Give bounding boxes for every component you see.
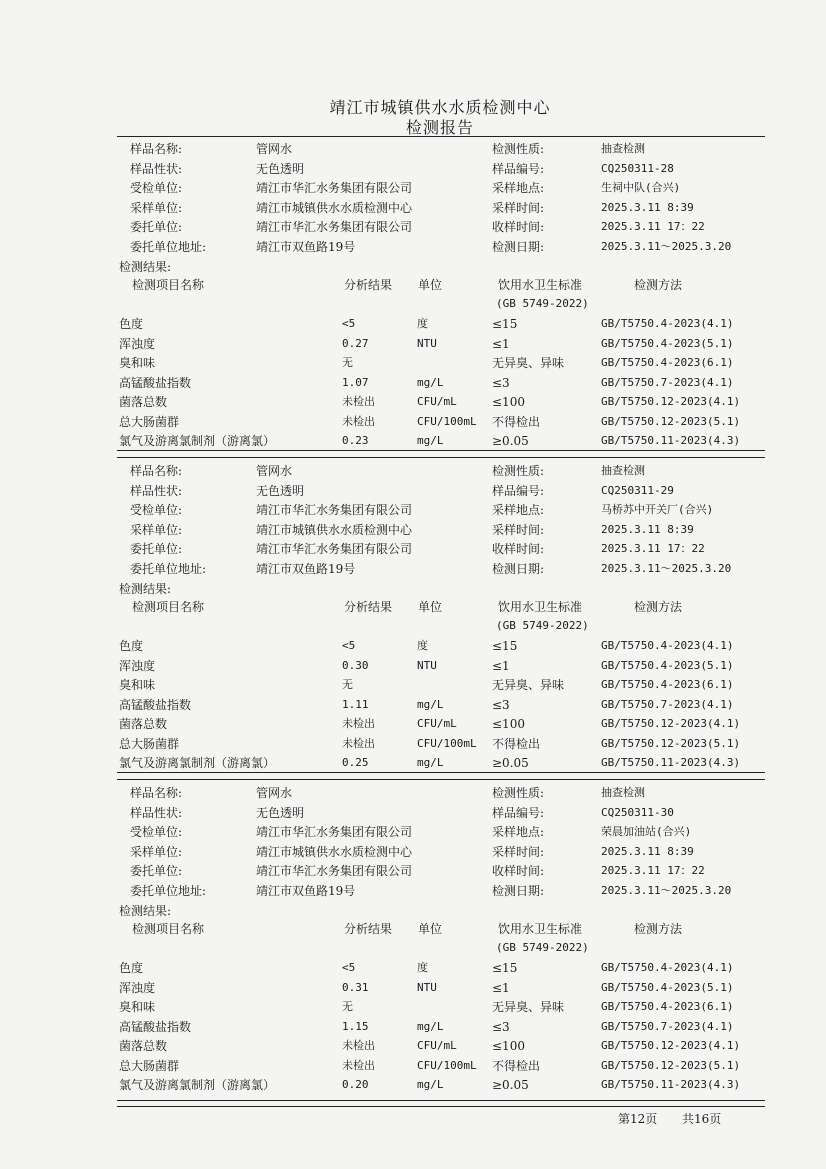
table-cell-result: 0.31 xyxy=(342,980,369,994)
table-cell-item: 臭和味 xyxy=(119,1000,156,1014)
table-cell-result: <5 xyxy=(342,961,356,974)
table-cell-method: GB/T5750.4-2023(5.1) xyxy=(601,658,734,672)
table-cell-item: 高锰酸盐指数 xyxy=(119,697,192,712)
table-cell-item: 高锰酸盐指数 xyxy=(119,375,192,390)
table-cell-std: 无异臭、异味 xyxy=(492,356,565,370)
info-label: 检测性质: xyxy=(492,786,545,800)
table-cell-method: GB/T5750.4-2023(6.1) xyxy=(601,678,734,691)
info-label: 委托单位地址: xyxy=(130,240,207,254)
column-header-method: 检测方法 xyxy=(634,600,683,614)
column-header-item: 检测项目名称 xyxy=(132,600,205,614)
info-value: 荣晨加油站(合兴) xyxy=(601,825,692,839)
results-label: 检测结果: xyxy=(119,904,172,918)
table-cell-std: ≤15 xyxy=(492,639,518,653)
section-divider xyxy=(117,772,765,773)
info-label: 样品名称: xyxy=(130,142,183,156)
info-value: 靖江市华汇水务集团有限公司 xyxy=(256,503,413,518)
info-label: 采样时间: xyxy=(492,200,545,215)
table-cell-result: 未检出 xyxy=(342,717,375,730)
column-header-standard-code: (GB 5749-2022) xyxy=(496,297,589,310)
column-header-standard-code: (GB 5749-2022) xyxy=(496,941,589,954)
table-cell-unit: mg/L xyxy=(417,1019,444,1033)
column-header-result: 分析结果 xyxy=(344,600,393,614)
table-cell-unit: CFU/mL xyxy=(417,395,457,408)
table-cell-unit: mg/L xyxy=(417,756,444,769)
org-title: 靖江市城镇供水水质检测中心 xyxy=(329,98,551,117)
sample-section xyxy=(0,140,826,465)
table-cell-result: 未检出 xyxy=(342,395,375,408)
table-cell-result: 0.25 xyxy=(342,756,369,769)
table-cell-std: 无异臭、异味 xyxy=(492,1000,565,1014)
info-label: 检测日期: xyxy=(492,884,545,898)
table-cell-result: 1.11 xyxy=(342,697,369,711)
info-value: 管网水 xyxy=(256,142,293,156)
column-header-standard: 饮用水卫生标准 xyxy=(498,278,583,292)
info-value: 靖江市华汇水务集团有限公司 xyxy=(256,864,413,879)
table-cell-method: GB/T5750.4-2023(4.1) xyxy=(601,639,734,652)
column-header-method: 检测方法 xyxy=(634,922,683,936)
table-cell-result: 1.07 xyxy=(342,375,369,389)
page-total: 共16页 xyxy=(682,1112,722,1126)
info-label: 采样单位: xyxy=(130,200,183,215)
info-label: 样品名称: xyxy=(130,464,183,478)
table-cell-result: <5 xyxy=(342,317,356,330)
column-header-unit: 单位 xyxy=(418,600,443,614)
info-value: 靖江市华汇水务集团有限公司 xyxy=(256,542,413,557)
table-cell-std: ≤1 xyxy=(492,336,510,351)
table-cell-item: 高锰酸盐指数 xyxy=(119,1019,192,1034)
table-cell-method: GB/T5750.12-2023(5.1) xyxy=(601,736,741,750)
table-cell-std: 不得检出 xyxy=(492,736,541,751)
info-value: 靖江市双鱼路19号 xyxy=(256,562,356,576)
table-cell-std: ≤100 xyxy=(492,395,525,409)
table-cell-unit: mg/L xyxy=(417,434,444,447)
column-header-standard: 饮用水卫生标准 xyxy=(498,922,583,936)
table-cell-method: GB/T5750.12-2023(5.1) xyxy=(601,414,741,428)
info-label: 样品名称: xyxy=(130,786,183,800)
table-cell-method: GB/T5750.7-2023(4.1) xyxy=(601,375,734,389)
table-cell-method: GB/T5750.12-2023(4.1) xyxy=(601,717,741,730)
info-value: 抽查检测 xyxy=(601,142,645,155)
table-cell-unit: NTU xyxy=(417,980,437,994)
info-value: 无色透明 xyxy=(256,161,305,176)
info-label: 受检单位: xyxy=(130,503,183,518)
table-cell-result: <5 xyxy=(342,639,356,652)
table-cell-method: GB/T5750.4-2023(5.1) xyxy=(601,980,734,994)
table-cell-std: 不得检出 xyxy=(492,1058,541,1073)
table-cell-result: 0.20 xyxy=(342,1078,369,1091)
table-cell-item: 浑浊度 xyxy=(119,980,156,995)
info-value: 2025.3.11 8:39 xyxy=(601,200,694,214)
table-cell-method: GB/T5750.7-2023(4.1) xyxy=(601,1019,734,1033)
info-value: 无色透明 xyxy=(256,805,305,820)
table-cell-unit: CFU/mL xyxy=(417,1039,457,1052)
info-label: 样品编号: xyxy=(492,483,545,498)
table-cell-item: 色度 xyxy=(119,639,144,653)
info-value: 靖江市双鱼路19号 xyxy=(256,884,356,898)
table-cell-unit: CFU/100mL xyxy=(417,1058,477,1072)
info-label: 样品性状: xyxy=(130,161,183,176)
table-cell-item: 臭和味 xyxy=(119,678,156,692)
table-cell-result: 无 xyxy=(342,678,353,691)
info-label: 收样时间: xyxy=(492,542,545,557)
info-label: 检测日期: xyxy=(492,562,545,576)
table-cell-method: GB/T5750.12-2023(5.1) xyxy=(601,1058,741,1072)
info-value: 管网水 xyxy=(256,464,293,478)
info-label: 样品性状: xyxy=(130,805,183,820)
table-cell-result: 未检出 xyxy=(342,414,375,428)
table-cell-item: 臭和味 xyxy=(119,356,156,370)
table-cell-std: ≤3 xyxy=(492,1019,510,1034)
info-value: 靖江市华汇水务集团有限公司 xyxy=(256,220,413,235)
info-value: 2025.3.11 17：22 xyxy=(601,542,705,556)
table-cell-std: ≤100 xyxy=(492,717,525,731)
table-cell-unit: CFU/100mL xyxy=(417,414,477,428)
page-number: 第12页 xyxy=(618,1112,658,1126)
info-value: 靖江市城镇供水水质检测中心 xyxy=(256,844,413,859)
table-cell-unit: 度 xyxy=(417,961,428,974)
info-label: 采样地点: xyxy=(492,503,545,518)
column-header-result: 分析结果 xyxy=(344,922,393,936)
section-divider xyxy=(117,457,765,458)
info-value: 2025.3.11 8:39 xyxy=(601,522,694,536)
info-label: 收样时间: xyxy=(492,864,545,879)
info-value: 2025.3.11 8:39 xyxy=(601,844,694,858)
info-label: 委托单位: xyxy=(130,864,183,879)
column-header-result: 分析结果 xyxy=(344,278,393,292)
info-value: 2025.3.11 17：22 xyxy=(601,220,705,234)
table-cell-std: ≥0.05 xyxy=(492,1078,529,1092)
info-label: 受检单位: xyxy=(130,825,183,840)
table-cell-result: 未检出 xyxy=(342,736,375,750)
info-value: 靖江市城镇供水水质检测中心 xyxy=(256,522,413,537)
info-value: 2025.3.11 17：22 xyxy=(601,864,705,878)
info-value: 抽查检测 xyxy=(601,464,645,477)
table-cell-method: GB/T5750.7-2023(4.1) xyxy=(601,697,734,711)
info-value: 2025.3.11～2025.3.20 xyxy=(601,562,732,575)
column-header-item: 检测项目名称 xyxy=(132,922,205,936)
info-label: 采样单位: xyxy=(130,522,183,537)
table-cell-result: 1.15 xyxy=(342,1019,369,1033)
table-cell-std: ≤3 xyxy=(492,375,510,390)
info-label: 采样单位: xyxy=(130,844,183,859)
table-cell-unit: CFU/mL xyxy=(417,717,457,730)
table-cell-item: 菌落总数 xyxy=(119,1039,168,1053)
info-value: 抽查检测 xyxy=(601,786,645,799)
table-cell-std: ≤1 xyxy=(492,980,510,995)
table-cell-method: GB/T5750.4-2023(6.1) xyxy=(601,356,734,369)
table-cell-item: 菌落总数 xyxy=(119,395,168,409)
info-label: 委托单位地址: xyxy=(130,562,207,576)
table-cell-item: 氯气及游离氯制剂（游离氯） xyxy=(119,1078,276,1092)
table-cell-unit: 度 xyxy=(417,317,428,330)
table-cell-std: ≤15 xyxy=(492,317,518,331)
table-cell-result: 0.30 xyxy=(342,658,369,672)
table-cell-std: ≤3 xyxy=(492,697,510,712)
table-cell-method: GB/T5750.11-2023(4.3) xyxy=(601,1078,741,1091)
table-cell-item: 氯气及游离氯制剂（游离氯） xyxy=(119,434,276,448)
section-divider xyxy=(117,1100,765,1101)
info-value: 靖江市华汇水务集团有限公司 xyxy=(256,181,413,196)
table-cell-item: 浑浊度 xyxy=(119,336,156,351)
info-label: 样品编号: xyxy=(492,805,545,820)
table-cell-result: 无 xyxy=(342,356,353,369)
info-label: 委托单位: xyxy=(130,220,183,235)
table-cell-method: GB/T5750.12-2023(4.1) xyxy=(601,1039,741,1052)
table-cell-item: 菌落总数 xyxy=(119,717,168,731)
table-cell-item: 总大肠菌群 xyxy=(119,414,180,429)
table-cell-method: GB/T5750.12-2023(4.1) xyxy=(601,395,741,408)
table-cell-item: 氯气及游离氯制剂（游离氯） xyxy=(119,756,276,770)
table-cell-std: ≤15 xyxy=(492,961,518,975)
info-value: 靖江市华汇水务集团有限公司 xyxy=(256,825,413,840)
table-cell-unit: mg/L xyxy=(417,1078,444,1091)
info-label: 受检单位: xyxy=(130,181,183,196)
table-cell-result: 0.27 xyxy=(342,336,369,350)
table-cell-std: 不得检出 xyxy=(492,414,541,429)
info-label: 委托单位地址: xyxy=(130,884,207,898)
divider xyxy=(117,136,765,137)
table-cell-method: GB/T5750.4-2023(6.1) xyxy=(601,1000,734,1013)
section-divider xyxy=(117,779,765,780)
info-label: 样品编号: xyxy=(492,161,545,176)
info-label: 样品性状: xyxy=(130,483,183,498)
info-label: 采样地点: xyxy=(492,825,545,840)
info-value: CQ250311-29 xyxy=(601,483,674,497)
table-cell-unit: NTU xyxy=(417,336,437,350)
column-header-standard-code: (GB 5749-2022) xyxy=(496,619,589,632)
column-header-method: 检测方法 xyxy=(634,278,683,292)
table-cell-item: 浑浊度 xyxy=(119,658,156,673)
table-cell-std: ≤1 xyxy=(492,658,510,673)
results-label: 检测结果: xyxy=(119,260,172,274)
section-divider xyxy=(117,450,765,451)
table-cell-std: ≤100 xyxy=(492,1039,525,1053)
footer-divider xyxy=(117,1106,765,1107)
info-label: 委托单位: xyxy=(130,542,183,557)
table-cell-item: 总大肠菌群 xyxy=(119,736,180,751)
table-cell-unit: mg/L xyxy=(417,697,444,711)
info-label: 检测日期: xyxy=(492,240,545,254)
info-value: 马桥苏中开关厂(合兴) xyxy=(601,503,714,517)
info-value: 靖江市城镇供水水质检测中心 xyxy=(256,200,413,215)
table-cell-method: GB/T5750.11-2023(4.3) xyxy=(601,756,741,769)
table-cell-unit: NTU xyxy=(417,658,437,672)
info-value: 生祠中队(合兴) xyxy=(601,181,681,195)
info-label: 采样时间: xyxy=(492,522,545,537)
table-cell-item: 色度 xyxy=(119,961,144,975)
table-cell-std: 无异臭、异味 xyxy=(492,678,565,692)
table-cell-method: GB/T5750.4-2023(5.1) xyxy=(601,336,734,350)
table-cell-result: 未检出 xyxy=(342,1058,375,1072)
table-cell-unit: mg/L xyxy=(417,375,444,389)
report-title: 检测报告 xyxy=(405,118,474,137)
table-cell-std: ≥0.05 xyxy=(492,434,529,448)
info-value: CQ250311-30 xyxy=(601,805,674,819)
info-label: 采样时间: xyxy=(492,844,545,859)
table-cell-result: 0.23 xyxy=(342,434,369,447)
column-header-unit: 单位 xyxy=(418,922,443,936)
column-header-unit: 单位 xyxy=(418,278,443,292)
info-value: 靖江市双鱼路19号 xyxy=(256,240,356,254)
table-cell-unit: CFU/100mL xyxy=(417,736,477,750)
table-cell-std: ≥0.05 xyxy=(492,756,529,770)
column-header-item: 检测项目名称 xyxy=(132,278,205,292)
table-cell-item: 色度 xyxy=(119,317,144,331)
info-label: 采样地点: xyxy=(492,181,545,196)
info-value: 无色透明 xyxy=(256,483,305,498)
info-value: 2025.3.11～2025.3.20 xyxy=(601,240,732,253)
results-label: 检测结果: xyxy=(119,582,172,596)
table-cell-method: GB/T5750.4-2023(4.1) xyxy=(601,961,734,974)
info-label: 收样时间: xyxy=(492,220,545,235)
sample-section xyxy=(0,462,826,787)
table-cell-result: 无 xyxy=(342,1000,353,1013)
table-cell-item: 总大肠菌群 xyxy=(119,1058,180,1073)
info-value: 2025.3.11～2025.3.20 xyxy=(601,884,732,897)
sample-section xyxy=(0,784,826,1109)
info-value: 管网水 xyxy=(256,786,293,800)
table-cell-result: 未检出 xyxy=(342,1039,375,1052)
table-cell-method: GB/T5750.4-2023(4.1) xyxy=(601,317,734,330)
table-cell-unit: 度 xyxy=(417,639,428,652)
info-label: 检测性质: xyxy=(492,464,545,478)
info-value: CQ250311-28 xyxy=(601,161,674,175)
table-cell-method: GB/T5750.11-2023(4.3) xyxy=(601,434,741,447)
info-label: 检测性质: xyxy=(492,142,545,156)
column-header-standard: 饮用水卫生标准 xyxy=(498,600,583,614)
